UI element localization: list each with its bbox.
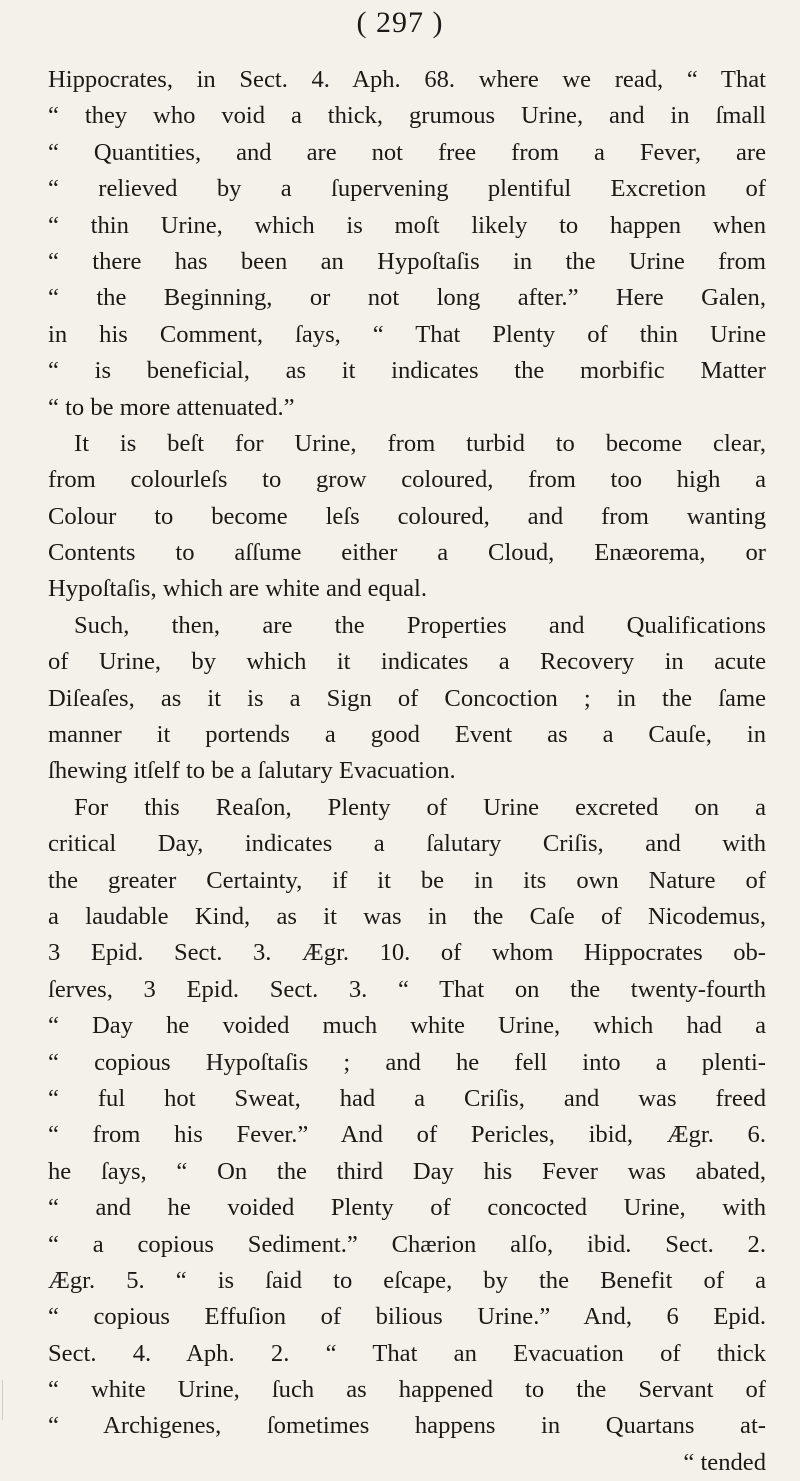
text-line: he ſays, “ On the third Day his Fever was abated, — [48, 1157, 766, 1185]
text-line: “ copious Effuſion of bilious Urine.” And, 6 Epid. — [48, 1303, 766, 1331]
text-line: “ they who void a thick, grumous Urine, and in ſmall — [48, 102, 766, 130]
text-line: Contents to aſſume either a Cloud, Enæorema, or — [48, 539, 766, 567]
text-line: ſerves, 3 Epid. Sect. 3. “ That on the twenty-fourth — [48, 975, 766, 1003]
text-line: Hypoſtaſis, which are white and equal. — [48, 575, 428, 603]
text-line: “ from his Fever.” And of Pericles, ibid, Ægr. 6. — [48, 1121, 766, 1149]
text-line: manner it portends a good Event as a Cauſe, in — [48, 721, 766, 749]
text-line: of Urine, by which it indicates a Recovery in acute — [48, 648, 766, 676]
text-line: “ thin Urine, which is moſt likely to happen when — [48, 211, 766, 239]
text-line: “ Archigenes, ſometimes happens in Quartans at- — [48, 1412, 766, 1440]
text-line: “ is beneficial, as it indicates the morbific Matter — [48, 357, 766, 385]
page-number: ( 297 ) — [356, 6, 444, 39]
text-line: “ white Urine, ſuch as happened to the Servant of — [48, 1376, 766, 1404]
text-line: Such, then, are the Properties and Qualifications — [74, 611, 766, 639]
text-line: Colour to become leſs coloured, and from wanting — [48, 502, 766, 530]
text-line: “ the Beginning, or not long after.” Here Galen, — [48, 284, 766, 312]
text-line: ſhewing itſelf to be a ſalutary Evacuation. — [48, 757, 456, 785]
text-line: It is beſt for Urine, from turbid to become clear, — [74, 429, 766, 457]
text-line: “ to be more attenuated.” — [48, 393, 295, 421]
text-line: “ there has been an Hypoſtaſis in the Urine from — [48, 247, 766, 275]
text-line: “ and he voided Plenty of concocted Urine, with — [48, 1194, 766, 1222]
text-line: For this Reaſon, Plenty of Urine excreted on a — [74, 793, 766, 821]
text-line: 3 Epid. Sect. 3. Ægr. 10. of whom Hippocrates ob- — [48, 939, 766, 967]
text-line: “ copious Hypoſtaſis ; and he fell into a plenti- — [48, 1048, 766, 1076]
text-line: a laudable Kind, as it was in the Caſe of Nicodemus, — [48, 902, 766, 930]
text-line: the greater Certainty, if it be in its own Nature of — [48, 866, 766, 894]
text-line: Ægr. 5. “ is ſaid to eſcape, by the Benefit of a — [48, 1266, 766, 1294]
body-text — [48, 62, 766, 1481]
text-line: “ ful hot Sweat, had a Criſis, and was freed — [48, 1084, 766, 1112]
text-line: in his Comment, ſays, “ That Plenty of thin Urine — [48, 320, 766, 348]
text-line: “ relieved by a ſupervening plentiful Excretion of — [48, 175, 766, 203]
gutter-shadow — [2, 1380, 7, 1420]
text-line: “ Day he voided much white Urine, which had a — [48, 1012, 766, 1040]
text-line: from colourleſs to grow coloured, from too high a — [48, 466, 766, 494]
text-line: Hippocrates, in Sect. 4. Aph. 68. where we read, “ That — [48, 66, 766, 93]
text-line: “ a copious Sediment.” Chærion alſo, ibid. Sect. 2. — [48, 1230, 766, 1258]
text-line: Diſeaſes, as it is a Sign of Concoction ; in the ſame — [48, 684, 766, 712]
text-line: “ tended — [683, 1448, 766, 1476]
text-line: Sect. 4. Aph. 2. “ That an Evacuation of thick — [48, 1339, 766, 1367]
text-line: “ Quantities, and are not free from a Fever, are — [48, 138, 766, 166]
text-line: critical Day, indicates a ſalutary Criſis, and with — [48, 830, 766, 858]
